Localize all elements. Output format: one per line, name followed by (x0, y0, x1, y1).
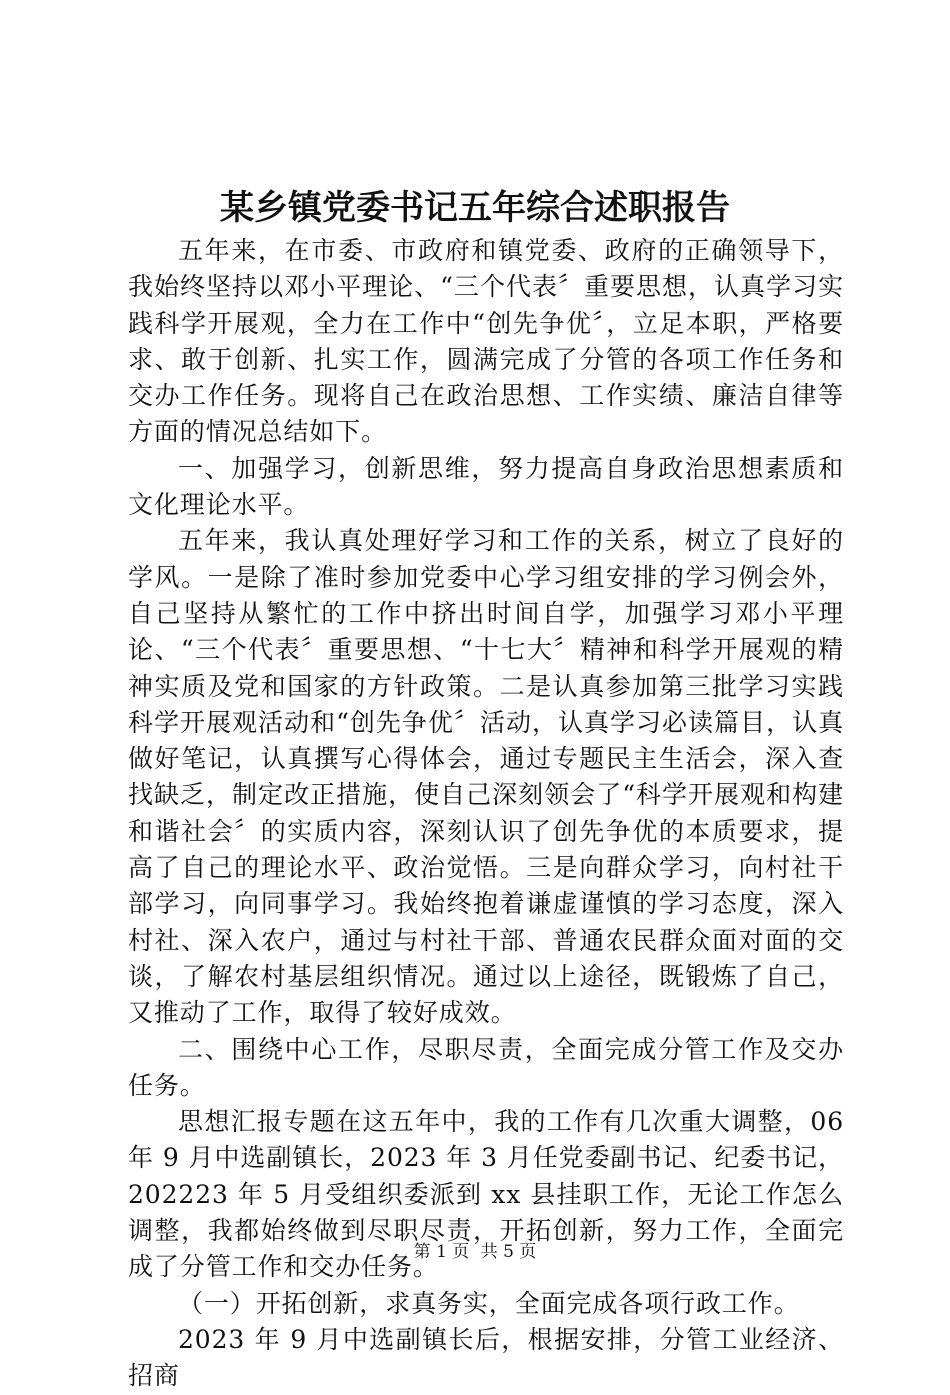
paragraph-study: 五年来，我认真处理好学习和工作的关系，树立了良好的学风。一是除了准时参加党委中心学习组安排的学习例会外，自己坚持从繁忙的工作中挤出时间自学，加强学习邓小平理论、“三个代表〞重要思想、“十七大〞精神和科学开展观的精神实质及党和国家的方针政策。二是认真参加第三批学习实践科学开展观活动和“创先争优〞活动，认真学习必读篇目，认真做好笔记，认真撰写心得体会，通过专题民主生活会，深入查找缺乏，制定改正措施，使自己深刻领会了“科学开展观和构建和谐社会〞的实质内容，深刻认识了创先争优的本质要求，提高了自己的理论水平、政治觉悟。三是向群众学习，向村社干部学习，向同事学习。我始终抱着谦虚谨慎的学习态度，深入村社、深入农户，通过与村社干部、普通农民群众面对面的交谈，了解农村基层组织情况。通过以上途径，既锻炼了自己，又推动了工作，取得了较好成效。 (128, 526, 844, 1028)
heading-section-2: 二、围绕中心工作，尽职尽责，全面完成分管工作及交办任务。 (128, 1034, 844, 1100)
paragraph-admin-work: 2023 年 9 月中选副镇长后，根据安排，分管工业经济、招商 (128, 1324, 844, 1391)
document-body (128, 233, 844, 1395)
page-footer (0, 1240, 950, 1264)
document-title: 某乡镇党委书记五年综合述职报告 (220, 188, 730, 228)
page-number: 第 1 页 (413, 1242, 470, 1262)
heading-section-1: 一、加强学习，创新思维，努力提高自身政治思想素质和文化理论水平。 (128, 453, 844, 520)
paragraph-intro: 五年来，在市委、市政府和镇党委、政府的正确领导下，我始终坚持以邓小平理论、“三个代表〞重要思想，认真学习实践科学开展观，全力在工作中“创先争优〞，立足本职，严格要求、敢于创新、扎实工作，圆满完成了分管的各项工作任务和交办工作任务。现将自己在政治思想、工作实绩、廉洁自律等方面的情况总结如下。 (128, 236, 844, 447)
page-total: 共 5 页 (480, 1242, 537, 1262)
paragraph-work-adjustments: 思想汇报专题在这五年中，我的工作有几次重大调整，06 年 9 月中选副镇长，2023 年 3 月任党委副书记、纪委书记，202223 年 5 月受组织委派到 xx 县挂职工作，无论工作怎么调整，我都始终做到尽职尽责，开拓创新，努力工作，全面完成了分管工作和交办任务。 (128, 1107, 844, 1282)
heading-subsection-1: （一）开拓创新，求真务实，全面完成各项行政工作。 (178, 1288, 800, 1318)
